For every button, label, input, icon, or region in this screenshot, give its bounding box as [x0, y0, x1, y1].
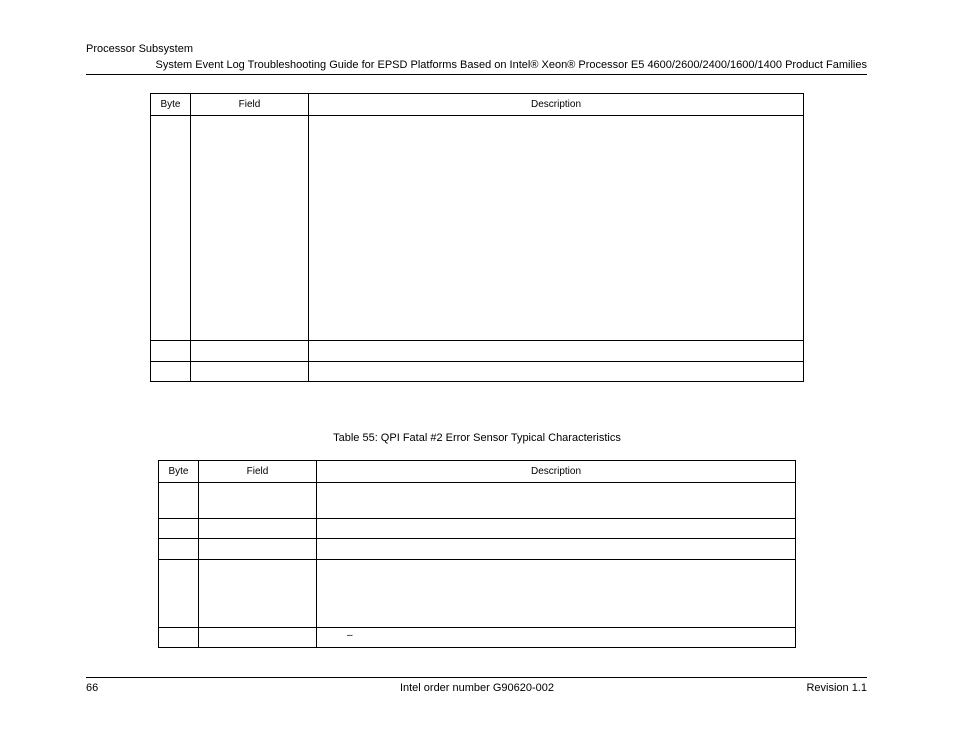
- table-cell: [309, 341, 804, 362]
- page-number: 66: [86, 682, 99, 694]
- table-row: [159, 539, 796, 560]
- table-cell: [199, 483, 317, 519]
- table-row: [159, 519, 796, 539]
- table-row: [151, 341, 804, 362]
- table-cell: [309, 116, 804, 341]
- table-cell: [159, 483, 199, 519]
- footer-rule: [86, 677, 867, 678]
- table-cell: [309, 362, 804, 382]
- column-header-description: Description: [317, 461, 796, 483]
- table-row: [151, 362, 804, 382]
- table-header-row: [151, 94, 804, 116]
- table-row: [159, 628, 796, 648]
- column-header-byte: Byte: [159, 461, 199, 483]
- table-cell: [317, 483, 796, 519]
- table-cell: [151, 116, 191, 341]
- table-row: [159, 560, 796, 628]
- table-row: [151, 116, 804, 341]
- table-cell: [191, 116, 309, 341]
- table-cell: [317, 628, 796, 648]
- table-caption: Table 55: QPI Fatal #2 Error Sensor Typical Characteristics: [333, 432, 621, 444]
- column-header-field: Field: [199, 461, 317, 483]
- table-cell: [199, 539, 317, 560]
- table-continued: [150, 93, 804, 382]
- table-cell: [151, 341, 191, 362]
- revision: Revision 1.1: [806, 682, 867, 694]
- table-cell: [159, 519, 199, 539]
- table-cell: [317, 539, 796, 560]
- table-cell: [151, 362, 191, 382]
- table-cell: [159, 628, 199, 648]
- table-cell: [191, 341, 309, 362]
- table-cell: [317, 560, 796, 628]
- table-cell: [199, 560, 317, 628]
- column-header-field: Field: [191, 94, 309, 116]
- table-cell: [159, 560, 199, 628]
- table-row: [159, 483, 796, 519]
- column-header-byte: Byte: [151, 94, 191, 116]
- dash-mark: –: [347, 630, 353, 641]
- table-cell: [159, 539, 199, 560]
- header-doc-title: System Event Log Troubleshooting Guide for EPSD Platforms Based on Intel® Xeon® Processor E5 4600/2600/2400/1600/1400 Product Families: [155, 59, 867, 71]
- column-header-description: Description: [309, 94, 804, 116]
- header-rule: [86, 74, 867, 75]
- table-cell: [199, 519, 317, 539]
- table-qpi-fatal-2: [158, 460, 796, 648]
- order-number: Intel order number G90620-002: [399, 682, 555, 694]
- table-cell: [191, 362, 309, 382]
- table-cell: [317, 519, 796, 539]
- header-section: Processor Subsystem: [86, 43, 193, 55]
- table-header-row: [159, 461, 796, 483]
- table-cell: [199, 628, 317, 648]
